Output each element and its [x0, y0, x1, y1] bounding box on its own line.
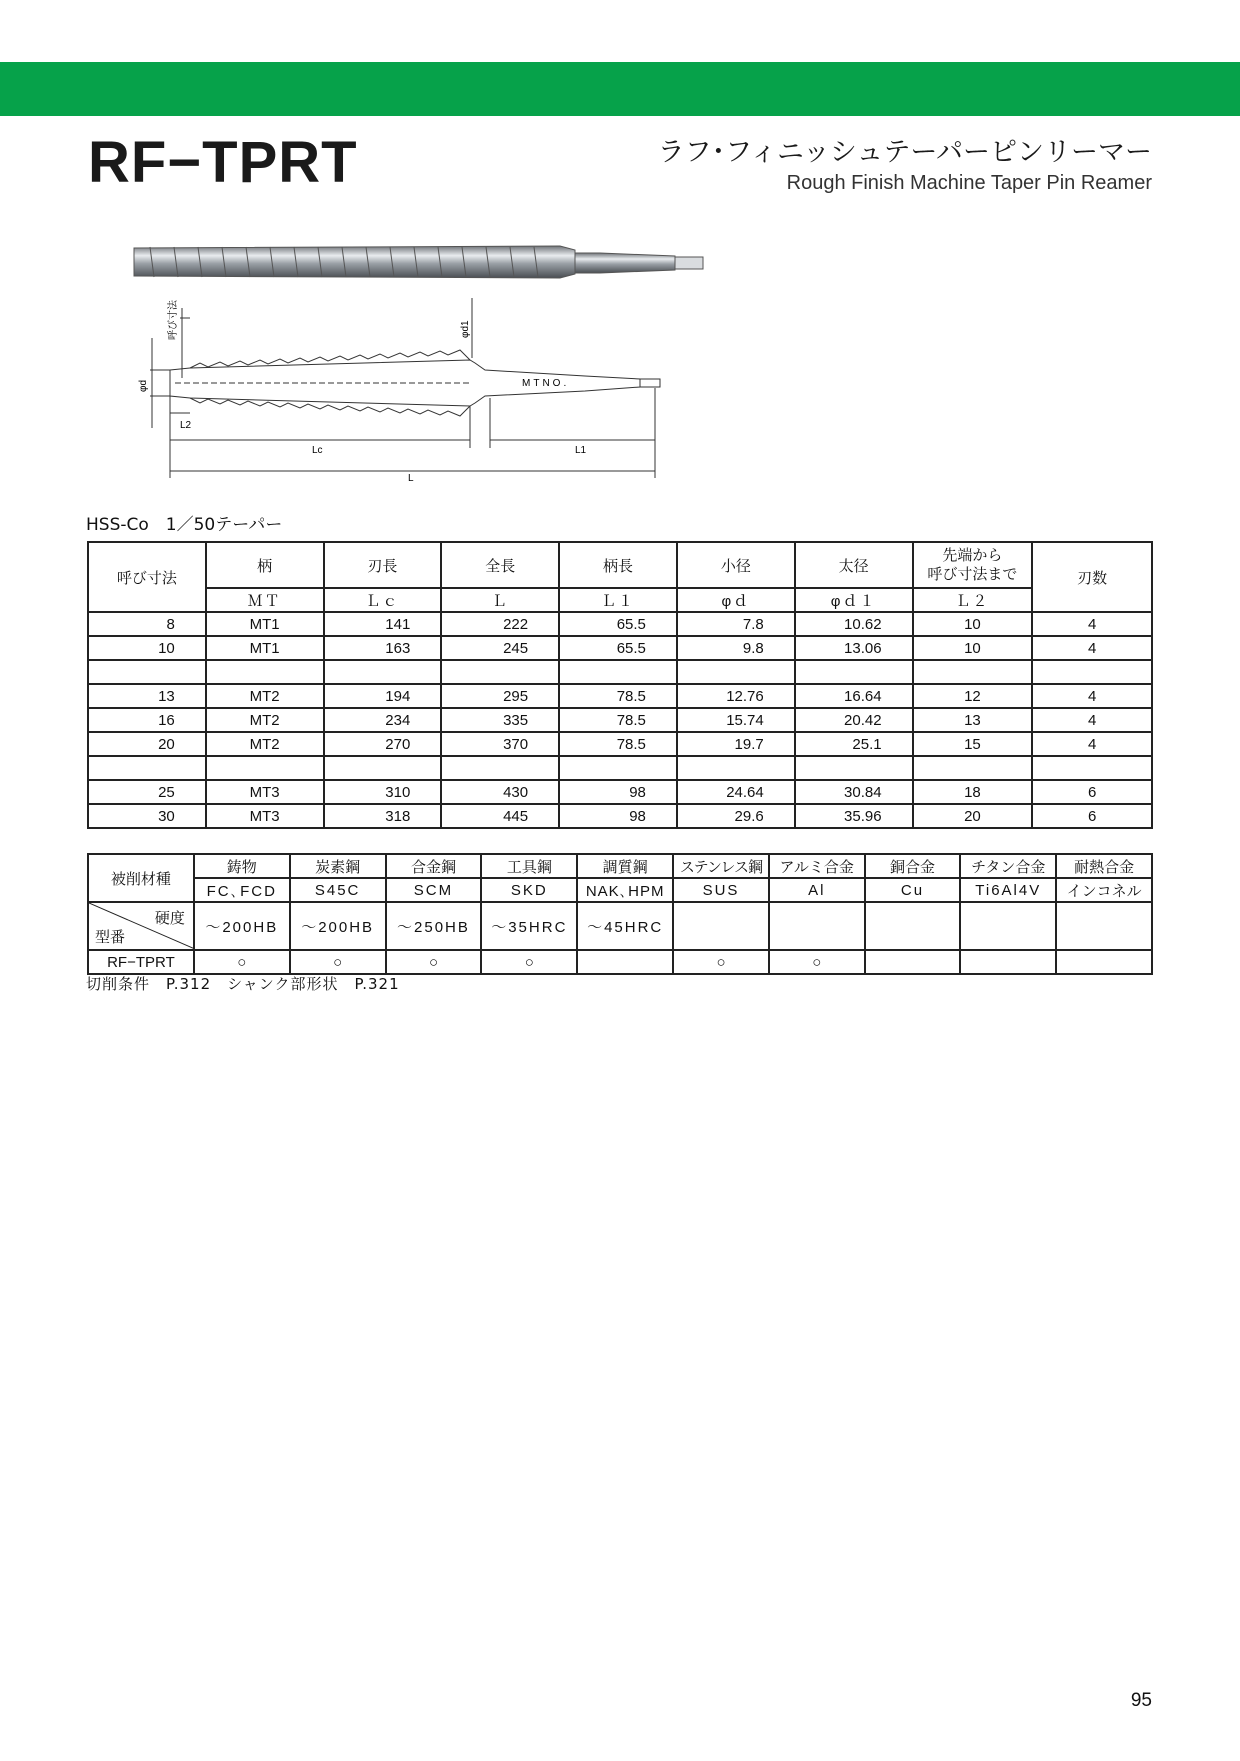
material-code: SKD [481, 878, 577, 902]
suitability-mark: ○ [386, 950, 482, 974]
spec-row [88, 780, 1152, 804]
code-mt: ＭＴ [206, 588, 324, 612]
spec-cell: 18 [913, 780, 1033, 804]
dim-l: L [408, 473, 414, 484]
hardness-value [960, 902, 1056, 950]
page-number: 95 [1130, 1690, 1152, 1711]
hardness-value: ～45HRC [577, 902, 673, 950]
spec-row [88, 804, 1152, 828]
spec-row [88, 756, 1152, 780]
spec-cell [206, 660, 324, 684]
spec-cell: 9.8 [677, 636, 795, 660]
code-lc: Ｌｃ [324, 588, 442, 612]
material-name: 炭素鋼 [290, 854, 386, 878]
material-name: 工具鋼 [481, 854, 577, 878]
spec-cell [1032, 756, 1152, 780]
spec-row [88, 732, 1152, 756]
col-shank: 柄 [206, 542, 324, 588]
suitability-mark [1056, 950, 1152, 974]
hardness-model-corner [88, 902, 194, 950]
spec-cell: 194 [324, 684, 442, 708]
spec-cell: 98 [559, 804, 677, 828]
material-code: SUS [673, 878, 769, 902]
col-tip-to-nominal: 先端から 呼び寸法まで [913, 542, 1033, 588]
spec-cell: 12 [913, 684, 1033, 708]
material-name-row [88, 854, 1152, 878]
hardness-value: ～200HB [290, 902, 386, 950]
material-code: NAK､HPM [577, 878, 673, 902]
spec-cell: 30.84 [795, 780, 913, 804]
model-row [88, 950, 1152, 974]
model-row-label: RF−TPRT [88, 950, 194, 974]
model-code: RF−TPRT [88, 130, 358, 195]
spec-cell: 25 [88, 780, 206, 804]
material-code: S45C [290, 878, 386, 902]
code-l1: Ｌ１ [559, 588, 677, 612]
hardness-row [88, 902, 1152, 950]
spec-cell: 234 [324, 708, 442, 732]
spec-cell: 7.8 [677, 612, 795, 636]
suitability-mark: ○ [290, 950, 386, 974]
col-shank-length: 柄長 [559, 542, 677, 588]
col-nominal: 呼び寸法 [88, 542, 206, 612]
hardness-value: ～35HRC [481, 902, 577, 950]
spec-cell: 65.5 [559, 612, 677, 636]
dim-mtno: MTNO. [522, 378, 570, 389]
spec-row [88, 684, 1152, 708]
spec-cell: 4 [1032, 612, 1152, 636]
spec-cell: 78.5 [559, 732, 677, 756]
material-code: FC､FCD [194, 878, 290, 902]
spec-cell: 295 [441, 684, 559, 708]
material-name: 銅合金 [865, 854, 961, 878]
hardness-label: 硬度 [154, 910, 185, 927]
code-phid1: φｄ１ [795, 588, 913, 612]
spec-cell: 10.62 [795, 612, 913, 636]
spec-row [88, 612, 1152, 636]
spec-cell: 13 [913, 708, 1033, 732]
col-small-dia: 小径 [677, 542, 795, 588]
footer-references: 切削条件 P.312 シャンク部形状 P.321 [86, 975, 400, 993]
spec-cell [206, 756, 324, 780]
material-name: 調質鋼 [577, 854, 673, 878]
material-table [87, 853, 1153, 975]
suitability-mark [960, 950, 1056, 974]
material-name: 鋳物 [194, 854, 290, 878]
spec-cell: 16.64 [795, 684, 913, 708]
suitability-mark [577, 950, 673, 974]
spec-cell: 78.5 [559, 708, 677, 732]
spec-cell: 4 [1032, 708, 1152, 732]
hardness-value [769, 902, 865, 950]
suitability-mark: ○ [194, 950, 290, 974]
spec-cell [324, 660, 442, 684]
spec-cell: 310 [324, 780, 442, 804]
spec-cell: MT2 [206, 684, 324, 708]
spec-cell: 4 [1032, 684, 1152, 708]
spec-cell: 15.74 [677, 708, 795, 732]
spec-cell: 141 [324, 612, 442, 636]
code-phid: φｄ [677, 588, 795, 612]
spec-cell: MT2 [206, 708, 324, 732]
spec-cell: MT2 [206, 732, 324, 756]
material-code: インコネル [1056, 878, 1152, 902]
reamer-photo [130, 238, 710, 288]
spec-row [88, 660, 1152, 684]
code-l2: Ｌ２ [913, 588, 1033, 612]
spec-cell: 4 [1032, 732, 1152, 756]
spec-cell: MT3 [206, 780, 324, 804]
material-taper-label: HSS-Co 1／50テーパー [86, 515, 283, 535]
spec-cell: MT1 [206, 636, 324, 660]
spec-cell [677, 660, 795, 684]
material-name: 耐熱合金 [1056, 854, 1152, 878]
spec-cell: 222 [441, 612, 559, 636]
spec-cell [913, 756, 1033, 780]
spec-code-row [88, 588, 1152, 612]
spec-cell: 245 [441, 636, 559, 660]
spec-cell: 16 [88, 708, 206, 732]
suitability-mark [865, 950, 961, 974]
spec-table [87, 541, 1153, 829]
dim-nominal: 呼び寸法 [168, 300, 179, 340]
spec-cell: MT1 [206, 612, 324, 636]
spec-cell: 163 [324, 636, 442, 660]
spec-cell [559, 756, 677, 780]
material-code: Al [769, 878, 865, 902]
spec-row [88, 636, 1152, 660]
spec-cell: 270 [324, 732, 442, 756]
spec-cell: 24.64 [677, 780, 795, 804]
spec-cell: 65.5 [559, 636, 677, 660]
spec-cell: 20.42 [795, 708, 913, 732]
spec-cell [559, 660, 677, 684]
spec-cell [1032, 660, 1152, 684]
spec-cell: 8 [88, 612, 206, 636]
spec-cell [795, 660, 913, 684]
material-code: Ti6Al4V [960, 878, 1056, 902]
spec-cell: 35.96 [795, 804, 913, 828]
spec-cell [795, 756, 913, 780]
spec-header-row [88, 542, 1152, 588]
spec-cell: 13 [88, 684, 206, 708]
dim-l1: L1 [575, 445, 587, 456]
col-flutes: 刃数 [1032, 542, 1152, 612]
col-overall-length: 全長 [441, 542, 559, 588]
spec-cell [88, 660, 206, 684]
spec-cell: 445 [441, 804, 559, 828]
spec-cell: 20 [88, 732, 206, 756]
material-code-row [88, 878, 1152, 902]
spec-cell [324, 756, 442, 780]
spec-cell [677, 756, 795, 780]
spec-cell: 6 [1032, 780, 1152, 804]
title-japanese: ラフ･フィニッシュテーパーピンリーマー [657, 137, 1152, 168]
col-flute-length: 刃長 [324, 542, 442, 588]
spec-cell: 12.76 [677, 684, 795, 708]
title-english: Rough Finish Machine Taper Pin Reamer [786, 172, 1152, 194]
spec-cell: MT3 [206, 804, 324, 828]
spec-cell: 10 [913, 636, 1033, 660]
dim-phid: φd [138, 379, 149, 392]
spec-cell: 25.1 [795, 732, 913, 756]
spec-cell: 10 [88, 636, 206, 660]
col-large-dia: 太径 [795, 542, 913, 588]
material-corner-label: 被削材種 [88, 854, 194, 902]
spec-cell: 6 [1032, 804, 1152, 828]
spec-cell: 4 [1032, 636, 1152, 660]
spec-cell: 15 [913, 732, 1033, 756]
spec-cell [913, 660, 1033, 684]
code-l: Ｌ [441, 588, 559, 612]
spec-cell: 10 [913, 612, 1033, 636]
hardness-value [1056, 902, 1152, 950]
spec-cell [441, 756, 559, 780]
hardness-value [673, 902, 769, 950]
spec-cell: 78.5 [559, 684, 677, 708]
hardness-value [865, 902, 961, 950]
suitability-mark: ○ [481, 950, 577, 974]
spec-row [88, 708, 1152, 732]
material-code: SCM [386, 878, 482, 902]
spec-cell: 370 [441, 732, 559, 756]
spec-cell [88, 756, 206, 780]
dim-lc: Lc [312, 445, 323, 456]
material-code: Cu [865, 878, 961, 902]
spec-cell: 318 [324, 804, 442, 828]
suitability-mark: ○ [673, 950, 769, 974]
spec-cell: 19.7 [677, 732, 795, 756]
material-name: ステンレス鋼 [673, 854, 769, 878]
reamer-drawing [130, 298, 690, 488]
spec-cell: 98 [559, 780, 677, 804]
spec-cell: 30 [88, 804, 206, 828]
suitability-mark: ○ [769, 950, 865, 974]
hardness-value: ～200HB [194, 902, 290, 950]
spec-cell [441, 660, 559, 684]
hardness-value: ～250HB [386, 902, 482, 950]
dim-l2: L2 [180, 420, 192, 431]
spec-cell: 13.06 [795, 636, 913, 660]
spec-cell: 29.6 [677, 804, 795, 828]
header-band [0, 62, 1240, 116]
material-name: 合金鋼 [386, 854, 482, 878]
spec-cell: 335 [441, 708, 559, 732]
dim-phid1: φd1 [460, 320, 471, 338]
model-label: 型番 [95, 929, 126, 946]
material-name: チタン合金 [960, 854, 1056, 878]
spec-cell: 20 [913, 804, 1033, 828]
spec-cell: 430 [441, 780, 559, 804]
material-name: アルミ合金 [769, 854, 865, 878]
